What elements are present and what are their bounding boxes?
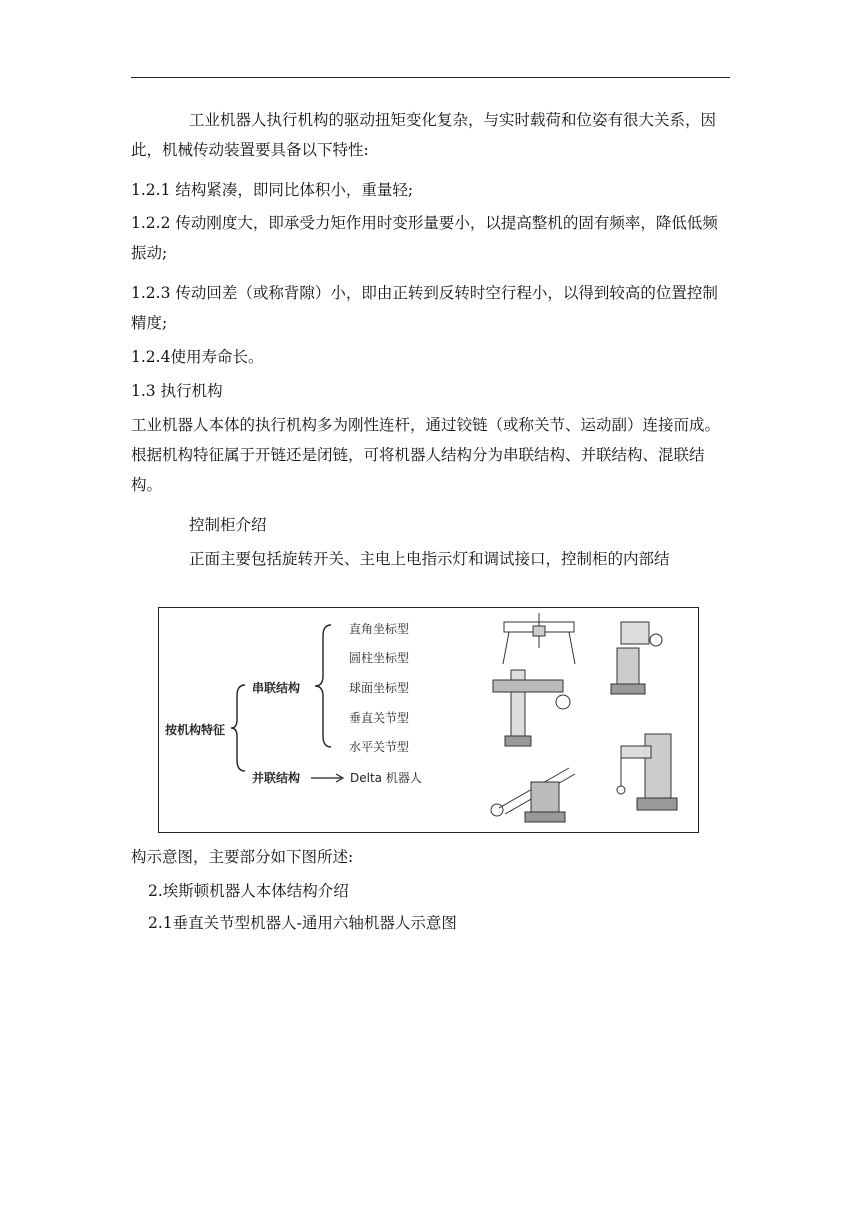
serial-type-cartesian: 直角坐标型	[349, 622, 410, 636]
serial-type-articulated: 垂直关节型	[349, 711, 410, 725]
paragraph-cabinet-diagram: 构示意图，主要部分如下图所述:	[131, 848, 354, 866]
paragraph-compact: 1.2.1 结构紧凑，即同比体积小，重量轻;	[131, 181, 414, 199]
serial-brace	[315, 625, 331, 747]
root-label: 按机构特征	[165, 723, 226, 737]
serial-type-spherical: 球面坐标型	[349, 681, 410, 695]
paragraph-stiffness: 1.2.2 传动刚度大，即承受力矩作用时变形量要小，以提高整机的固有频率，降低低频振动;	[131, 214, 718, 262]
root-brace	[231, 685, 245, 771]
paragraph-drive-torque: 工业机器人执行机构的驱动扭矩变化复杂，与实时载荷和位姿有很大关系，因此，机械传动装置要具备以下特性:	[131, 111, 717, 159]
paragraph-cabinet-front: 正面主要包括旋转开关、主电上电指示灯和调试接口，控制柜的内部结	[189, 550, 670, 568]
serial-type-scara: 水平关节型	[349, 740, 410, 754]
paragraph-cabinet-title: 控制柜介绍	[189, 516, 267, 534]
cartesian-robot-illustration	[503, 613, 575, 664]
paragraph-actuator: 工业机器人本体的执行机构多为刚性连杆，通过铰链（或称关节、运动副）连接而成。根据机构特征属于开链还是闭链，可将机器人结构分为串联结构、并联结构、混联结构。	[131, 416, 721, 494]
scara-robot-illustration	[491, 768, 575, 822]
articulated-robot-illustration	[617, 734, 677, 810]
paragraph-lifetime: 1.2.4使用寿命长。	[131, 348, 264, 366]
section-heading-six-axis: 2.1垂直关节型机器人-通用六轴机器人示意图	[148, 914, 457, 932]
header-rule	[131, 77, 730, 78]
structure-diagram	[159, 608, 697, 831]
serial-type-cylindrical: 圆柱坐标型	[349, 651, 410, 665]
cylindrical-robot-illustration	[493, 670, 570, 746]
section-heading-actuator: 1.3 执行机构	[131, 382, 223, 400]
parallel-label: 并联结构	[252, 771, 301, 785]
robot-structure-figure	[158, 607, 699, 833]
spherical-robot-illustration	[611, 622, 662, 694]
serial-label: 串联结构	[252, 681, 301, 695]
section-heading-estun-body: 2.埃斯顿机器人本体结构介绍	[148, 882, 349, 900]
parallel-type-delta: Delta 机器人	[350, 771, 422, 785]
paragraph-backlash: 1.2.3 传动回差（或称背隙）小，即由正转到反转时空行程小，以得到较高的位置控制精度;	[131, 284, 718, 332]
